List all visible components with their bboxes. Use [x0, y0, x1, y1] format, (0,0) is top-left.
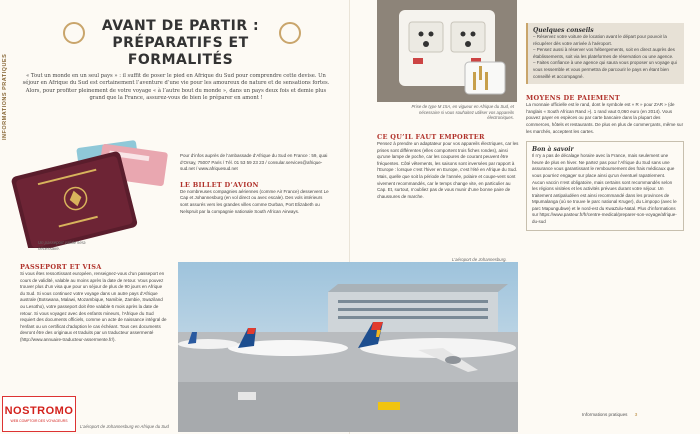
know-text: Il n’y a pas de décalage horaire avec la France, mais seulement une heure de plus en hiver. Ne partez pas pour l’Afrique du Sud sans une assurance vous garantissant le remboursement des frais médicaux que vous pourriez engager sur place ainsi qu’un éventuel rapatriement. Aucun vaccin n’est obligatoire, mais certains sont recommandés selon les régions visitées et les activités prévues durant votre séjour. Un traitement antipaludéen est ainsi recommandé dans les provinces de Mpumalanga (où se trouve le parc national Kruger), du Limpopo (avec le parc Mapungubwe) et le nord-est du KwaZulu-Natal. Plus d’informations sur https://www.pasteur.fr/fr/centre-medical/preparer-son-voyage/afrique-du-sud: [532, 153, 677, 225]
passport-caption: Un passeport valide sera nécessaire.: [38, 240, 86, 251]
socket-caption: Prise de type M 15A, en vigueur en Afrique du Sud, et nécessaire si vous souhaitez utiliser vos appareils électroniques.: [411, 104, 514, 120]
nostromo-logo: [2, 396, 76, 432]
embassy-flight-column: [180, 153, 330, 215]
page-title-line2: PRÉPARATIFS ET FORMALITÉS: [112, 35, 249, 68]
know-box: [526, 141, 684, 231]
sidebar-tag: INFORMATIONS PRATIQUES: [2, 53, 8, 140]
tips-item-2: – Pensez aussi à réserver vos hébergements, soit en direct auprès des établissements, soit via les plateformes de réservation ou une agence.: [533, 47, 675, 59]
page-title-line1: AVANT DE PARTIR :: [101, 18, 260, 34]
passport-section: [20, 263, 168, 344]
packing-heading: CE QU’IL FAUT EMPORTER: [377, 133, 485, 141]
footer-section-label: Informations pratiques: [582, 412, 628, 417]
airport-photo: [178, 262, 518, 432]
intro-paragraph: « Tout un monde en un seul pays » : il suffit de poser le pied en Afrique du Sud pour comprendre cette devise. Un séjour en Afrique du Sud est certainement l’aventure d’une vie pour les amoureux de nature et de sensations fortes. Alors, pour profiter pleinement de votre voyage « à l’autre bout du monde », dans un pays deux fois et demie plus grand que la France, assurez-vous de bien le préparer en amont !: [22, 73, 330, 101]
flight-heading: LE BILLET D’AVION: [180, 180, 259, 189]
know-heading: Bon à savoir: [532, 146, 574, 154]
page-footer: [582, 412, 637, 417]
page-title: [58, 18, 303, 69]
power-socket-image: [377, 0, 517, 102]
payment-heading: MOYENS DE PAIEMENT: [526, 94, 620, 103]
page-number: 3: [634, 412, 638, 417]
tips-box: [526, 23, 684, 84]
logo-tagline: WEB COMPTOIR DES VOYAGEURS: [10, 419, 68, 423]
logo-name: NOSTROMO: [4, 405, 74, 417]
tips-item-1: – Réservez votre voiture de location avant le départ pour pouvoir la récupérer dès votre arrivée à l’aéroport.: [533, 34, 667, 46]
flight-text: De nombreuses compagnies aériennes (comme Air France) desservent Le Cap et Johannesburg (en vol direct ou avec escale). Des vols intérieurs sont assurés vers les grandes villes comme Durban, Port Elizabeth ou Nelspruit par la compagnie nationale South African Airways.: [180, 188, 329, 214]
embassy-info: Pour d’infos auprès de l’ambassade d’Afrique du Sud en France : 59, quai d’Orsay, 75007 Paris / Tél. 01 53 59 23 23 / consular.services@afrique-sud.net / www.afriquesud.net: [180, 153, 328, 172]
payment-text: La monnaie officielle est le rand, dont le symbole est « R » pour ZAR » (de l’anglais « South African Rand »). 1 rand vaut 0,060 euro (en 2014). Vous pouvez payer en espèces ou par carte bancaire dans la plupart des commerces, hôtels et restaurants. De plus en plus de commerçants, même sur les marchés, acceptent les cartes.: [526, 102, 684, 134]
packing-section: [377, 133, 520, 200]
airport-caption: L’aéroport de Johannesburg.: [452, 257, 507, 262]
passport-image: [8, 140, 178, 248]
right-column: [526, 23, 684, 231]
passport-heading: PASSEPORT ET VISA: [20, 263, 102, 271]
tips-item-3: – Faites confiance à une agence qui saura vous proposer un voyage qui vous ressemble et vous permettra de parcourir le pays en étant bien conseillé et accompagné.: [533, 60, 677, 79]
tips-heading: Quelques conseils: [533, 27, 594, 34]
packing-text: Pensez à prendre un adaptateur pour vos appareils électriques, car les prises sont différentes (elles comportent trois fiches rondes), ainsi qu’une lampe de poche, car les coupures de courant peuvent être fréquentes. Côté vêtements, les saisons sont inversées par rapport à l’Europe : lorsque c’est l’hiver en Europe, c’est l’été en Afrique du Sud. Mais, quelle que soit la période de l’année, polaire et coupe-vent sont vivement recommandés, car le temps change vite, en particulier au Cap. Et, surtout, n’oubliez pas de vous munir d’une bonne paire de chaussures de marche.: [377, 141, 519, 199]
footer-left-caption: L’aéroport de Johannesburg en Afrique du Sud: [80, 424, 169, 429]
passport-text: Si vous êtes ressortissant européen, renseignez-vous d’un passeport en cours de validité, valable au moins après la date de retour. Vous pouvez trouver plus d’un visa que pour un séjour de plus de 90 jours en Afrique du Sud. Si vous continuez votre voyage dans un autre pays d’Afrique australe (Botswana, Malawi, Mozambique, Namibie, Zambie, Swaziland ou Lesotho), votre passeport doit être valable 6 mois après la date de retour. Si vous voyagez avec des enfants mineurs, l’Afrique du Sud requiert des documents officiels, comme un acte de naissance intégral de l’enfant ou un certificat d’adoption le cas échéant. Tous ces documents devront être des originaux et traduits par un traducteur assermenté (http://www.annuaire-traducteur-assermente.fr/).: [20, 271, 167, 342]
